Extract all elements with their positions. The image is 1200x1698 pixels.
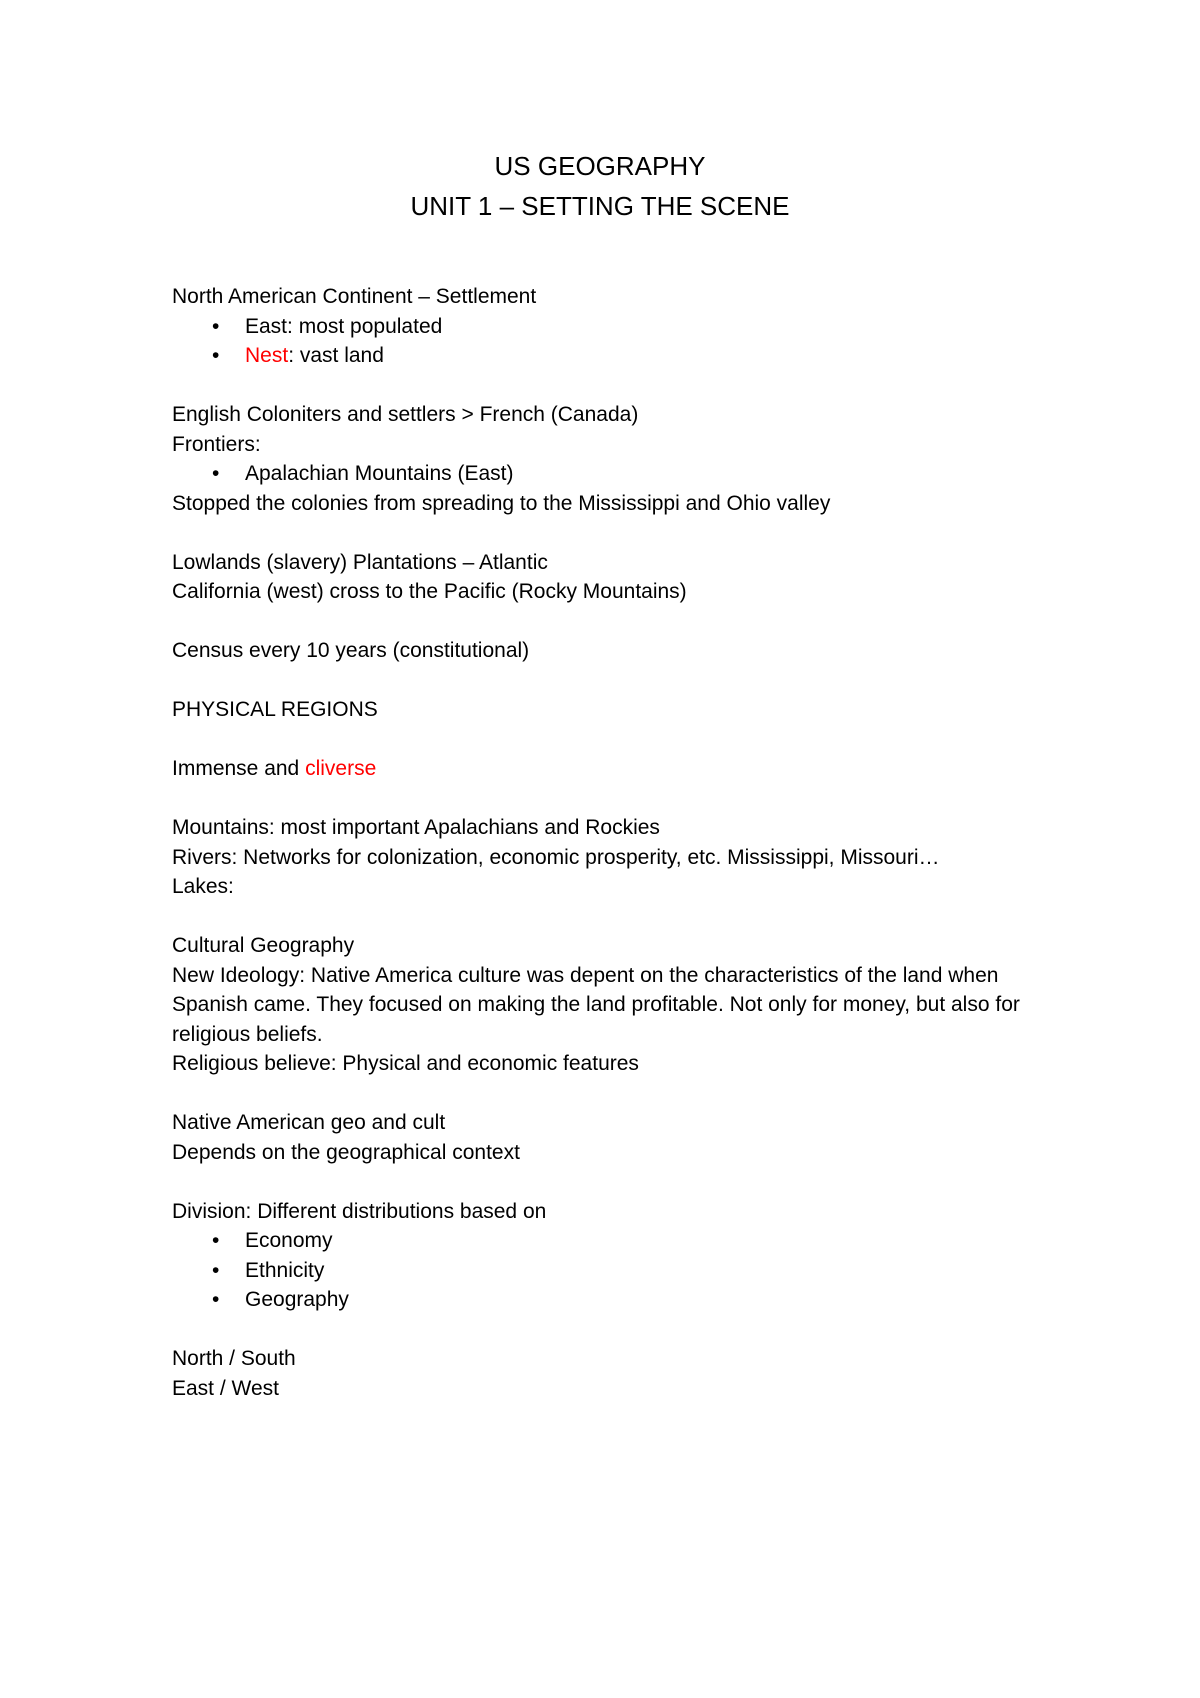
immense-prefix: Immense and xyxy=(172,757,306,780)
bullet-dot: • xyxy=(212,314,220,338)
bullet-text: Geography xyxy=(245,1288,349,1311)
title-block xyxy=(0,146,1200,226)
north-south-line: North / South xyxy=(172,1347,296,1370)
bullet-text: Apalachian Mountains (East) xyxy=(245,462,514,485)
bullet-item xyxy=(172,459,1042,489)
document-body xyxy=(172,282,1042,1403)
bullet-item xyxy=(172,312,1042,342)
bullet-text: : most populated xyxy=(287,314,443,338)
rivers-line: Rivers: Networks for colonization, economic prosperity, etc. Mississippi, Missouri… xyxy=(172,845,940,869)
spacer xyxy=(172,518,1042,548)
spacer xyxy=(172,666,1042,696)
spacer xyxy=(172,1167,1042,1197)
bullet-text: : vast land xyxy=(288,344,384,367)
context-line: Depends on the geographical context xyxy=(172,1140,520,1164)
bullet-item xyxy=(172,341,1042,371)
document-subtitle: UNIT 1 – SETTING THE SCENE xyxy=(410,191,790,221)
east-west-line: East / West xyxy=(172,1376,279,1400)
division-heading: Division: Different distributions based on xyxy=(172,1199,547,1223)
bullet-text: Economy xyxy=(245,1229,333,1252)
bullet-item xyxy=(172,1226,1042,1256)
bullet-dot: • xyxy=(212,1258,220,1282)
frontiers-label: Frontiers: xyxy=(172,432,261,456)
spacer xyxy=(172,902,1042,932)
cultural-geography-heading: Cultural Geography xyxy=(172,934,355,957)
spacer xyxy=(172,1079,1042,1109)
bullet-item xyxy=(172,1285,1042,1315)
lowlands-line: Lowlands (slavery) Plantations – Atlantic xyxy=(172,550,548,574)
bullet-dot: • xyxy=(212,344,220,367)
bullet-dot: • xyxy=(212,1229,220,1252)
bullet-dot: • xyxy=(212,462,220,485)
bullet-lead: East xyxy=(245,314,288,338)
religious-line: Religious believe: Physical and economic features xyxy=(172,1052,639,1075)
colonies-line: Stopped the colonies from spreading to the Mississippi and Ohio valley xyxy=(172,491,831,515)
settlement-heading: North American Continent – Settlement xyxy=(172,285,537,308)
ideology-paragraph: New Ideology: Native America culture was depent on the characteristics of the land when Spanish came. They focused on making the land profitable. Not only for money, but also for religious beliefs. xyxy=(172,963,1020,1046)
bullet-text: Ethnicity xyxy=(245,1258,325,1282)
spacer xyxy=(172,1315,1042,1345)
bullet-dot: • xyxy=(212,1288,220,1311)
mountains-line: Mountains: most important Apalachians and Rockies xyxy=(172,816,660,839)
census-line: Census every 10 years (constitutional) xyxy=(172,639,530,662)
spacer xyxy=(172,784,1042,814)
native-line: Native American geo and cult xyxy=(172,1111,446,1134)
colonists-line: English Coloniters and settlers > French (Canada) xyxy=(172,403,639,426)
bullet-item xyxy=(172,1256,1042,1286)
california-line: California (west) cross to the Pacific (Rocky Mountains) xyxy=(172,580,687,603)
document-title: US GEOGRAPHY xyxy=(494,151,706,181)
spacer xyxy=(172,725,1042,755)
immense-line xyxy=(172,754,1042,784)
highlighted-word: Nest xyxy=(245,344,289,367)
physical-regions-heading: PHYSICAL REGIONS xyxy=(172,698,378,721)
spacer xyxy=(172,607,1042,637)
highlighted-word: cliverse xyxy=(305,757,377,780)
spacer xyxy=(172,371,1042,401)
lakes-line: Lakes: xyxy=(172,875,234,898)
